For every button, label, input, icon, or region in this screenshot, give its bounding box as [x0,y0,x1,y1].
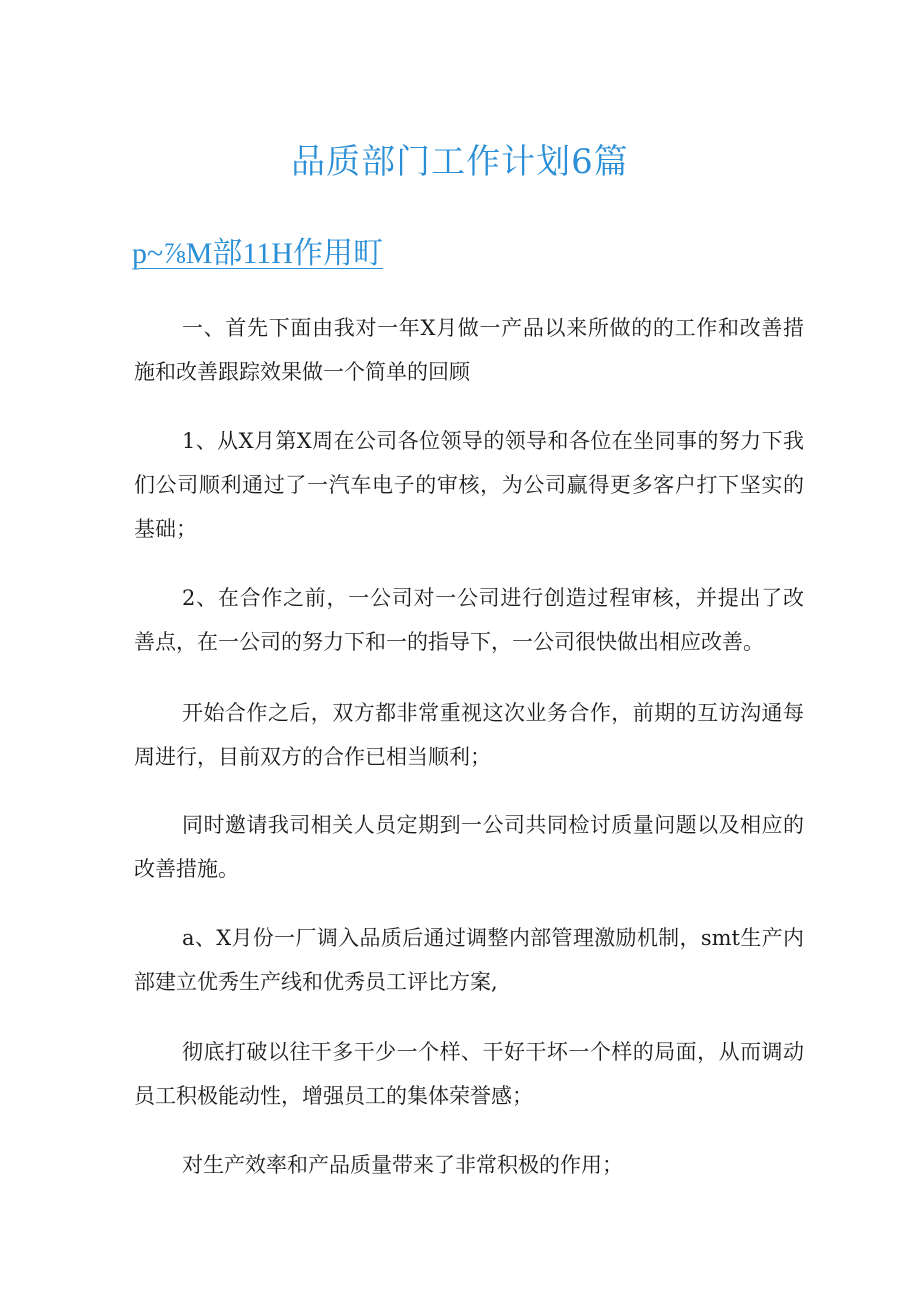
paragraph: 一、首先下面由我对一年X月做一产品以来所做的的工作和改善措施和改善跟踪效果做一个简单的回顾 [134,316,804,384]
document-subtitle-link[interactable]: p~⅞M部11H作用町 [132,237,383,270]
paragraph: 2、在合作之前，一公司对一公司进行创造过程审核，并提出了改善点，在一公司的努力下和一的指导下，一公司很快做出相应改善。 [134,586,804,654]
paragraph: a、X月份一厂调入品质后通过调整内部管理激励机制，smt生产内部建立优秀生产线和优秀员工评比方案, [134,926,804,994]
paragraph: 开始合作之后，双方都非常重视这次业务合作，前期的互访沟通每周进行，目前双方的合作已相当顺利； [134,701,804,769]
paragraph: 1、从X月第X周在公司各位领导的领导和各位在坐同事的努力下我们公司顺利通过了一汽车电子的审核，为公司赢得更多客户打下坚实的基础； [134,429,804,541]
paragraph: 对生产效率和产品质量带来了非常积极的作用； [182,1153,623,1177]
paragraph: 彻底打破以往干多干少一个样、干好干坏一个样的局面，从而调动员工积极能动性，增强员工的集体荣誉感； [134,1040,804,1108]
document-title: 品质部门工作计划6篇 [291,142,629,182]
paragraph: 同时邀请我司相关人员定期到一公司共同检讨质量问题以及相应的改善措施。 [134,813,804,881]
document-body [134,306,804,1211]
